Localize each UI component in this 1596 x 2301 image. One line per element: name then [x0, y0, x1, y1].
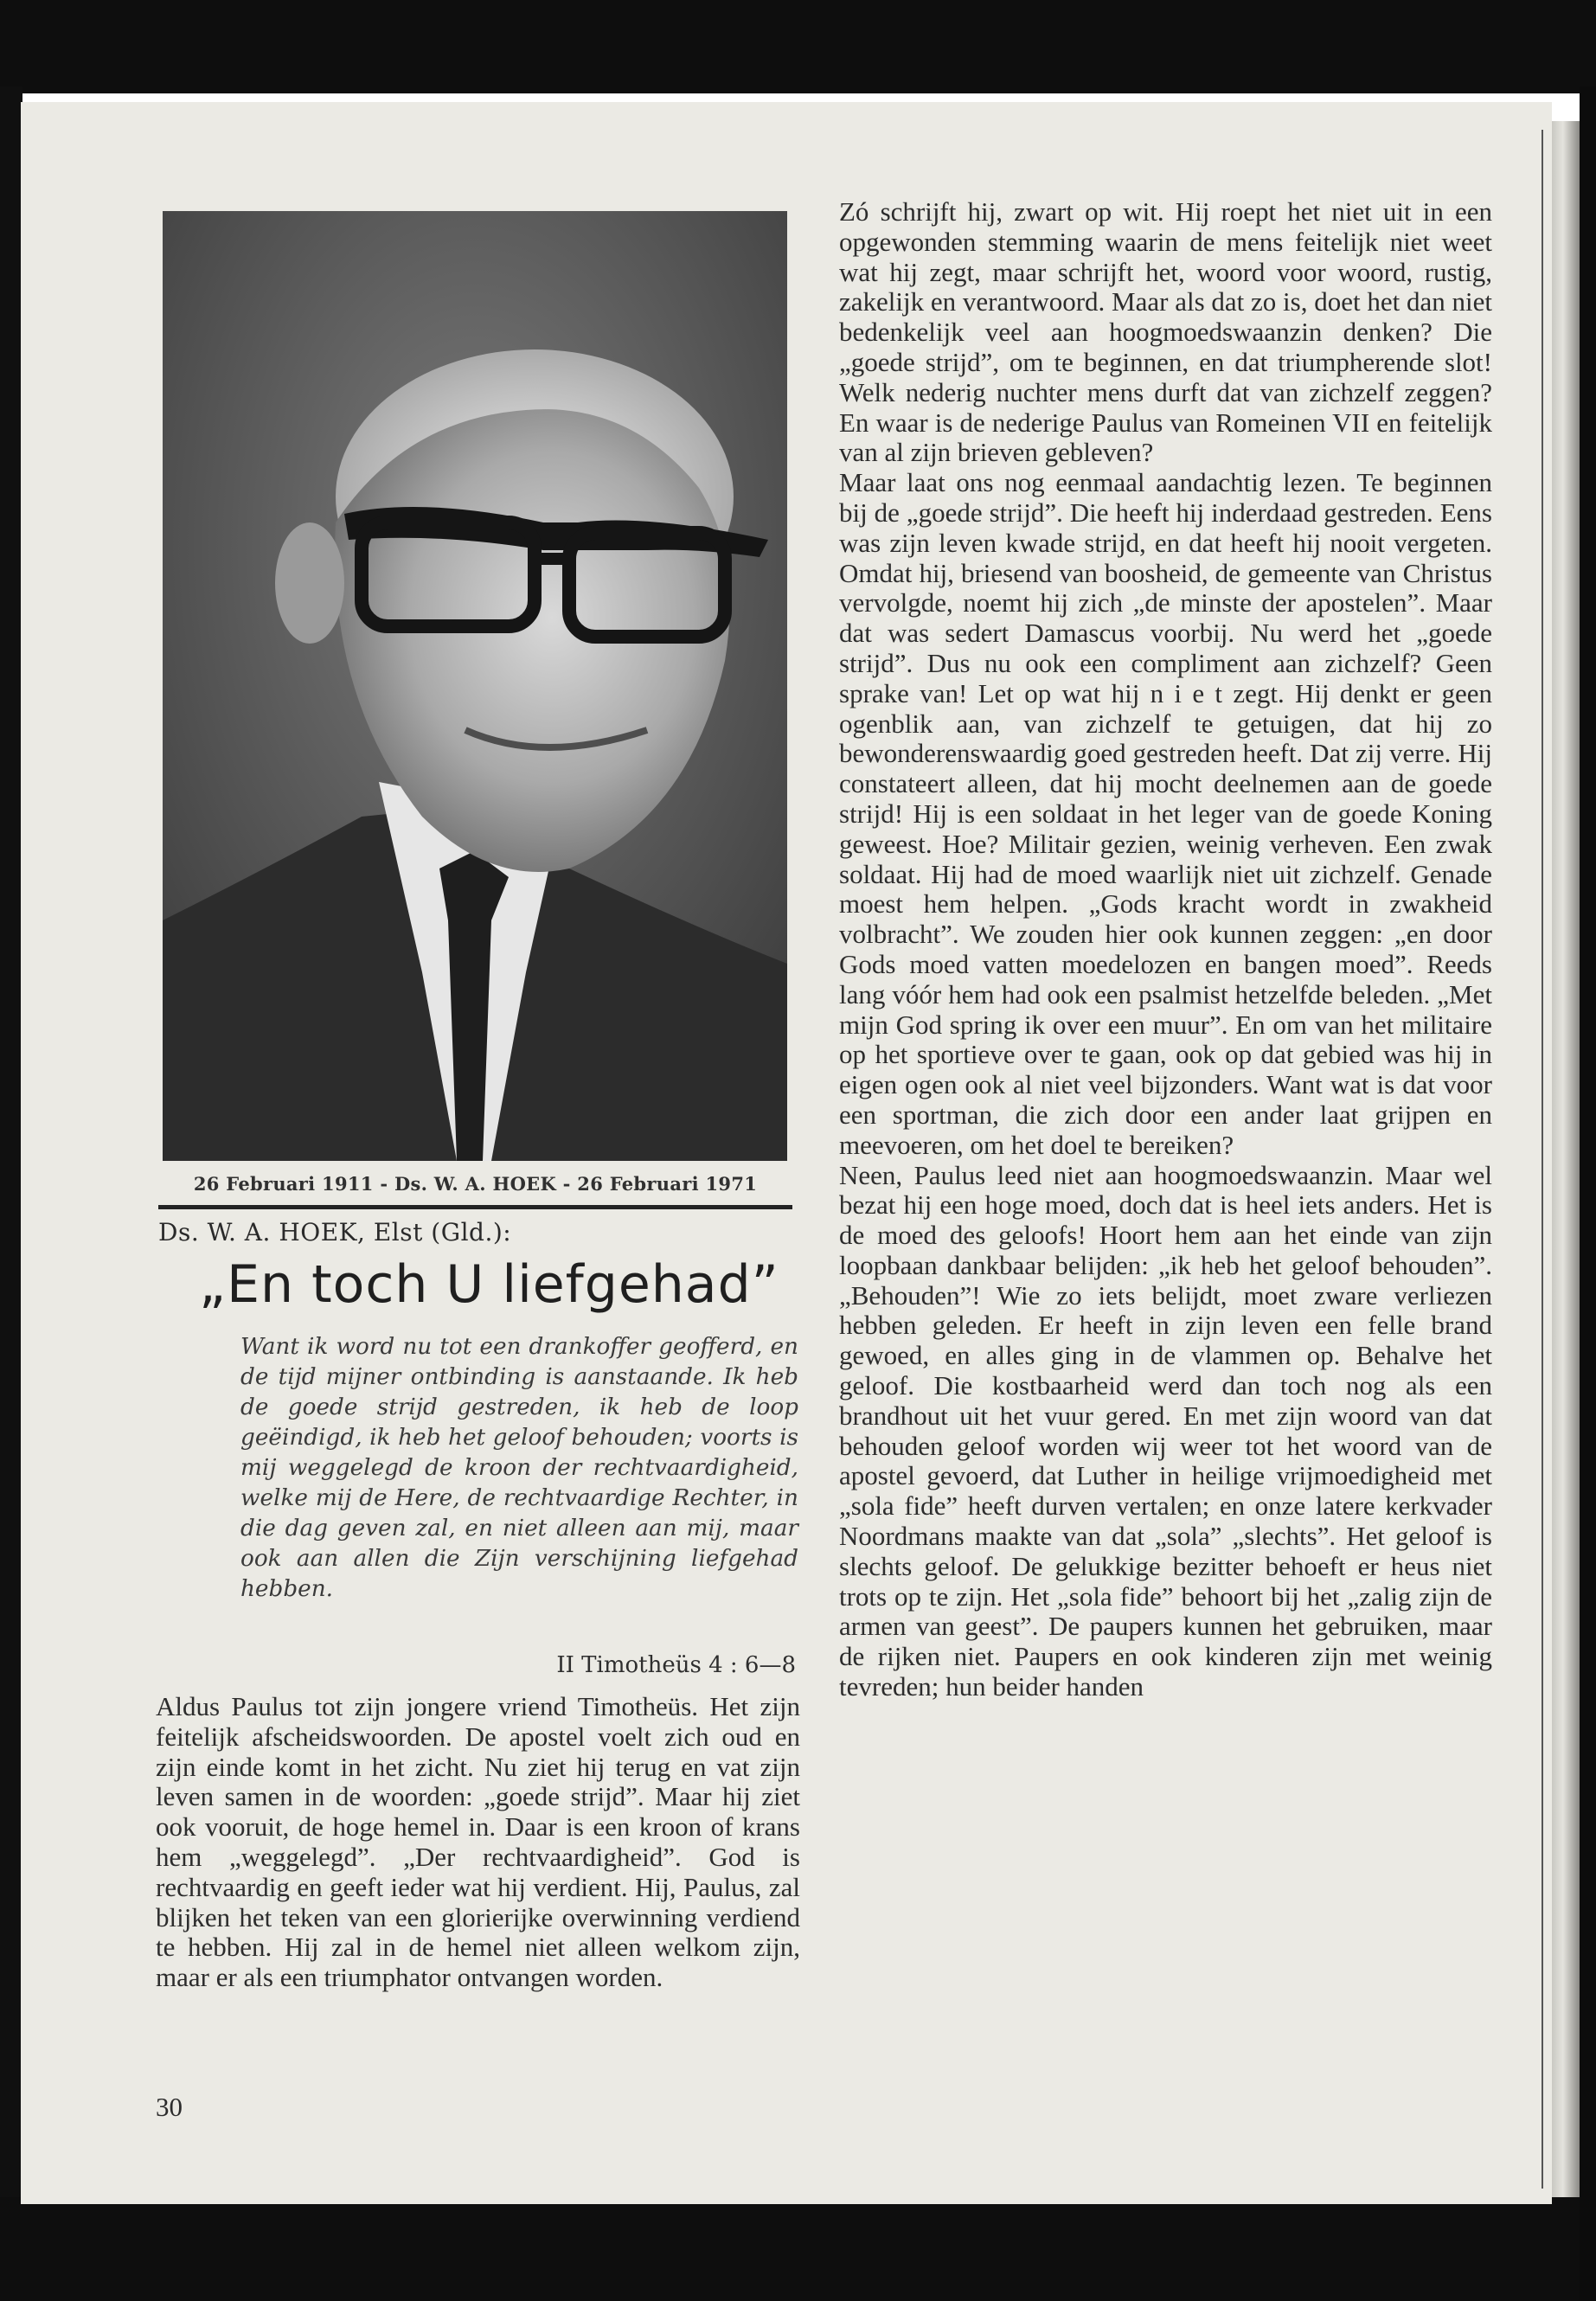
scan-border-top — [0, 0, 1596, 93]
bible-quote: Want ik word nu tot een drankoffer geofferd, en de tijd mijner ontbinding is aanstaande. Ik heb de goede strijd gestreden, ik heb de loop geëindigd, ik heb het geloof behouden; voorts is mij weggelegd de kroon der rechtvaardigheid, welke mij de Here, de rechtvaardige Rechter, in die dag geven zal, en niet alleen aan mij, maar ook aan allen die Zijn verschijning liefgehad hebben. — [240, 1334, 798, 1602]
paragraph: Aldus Paulus tot zijn jongere vriend Timotheüs. Het zijn feitelijk afscheidswoorden. De apostel voelt zich oud en zijn einde komt in het zicht. Nu ziet hij terug en vat zijn leven samen in de woorden: „goede strijd”. Maar hij ziet ook vooruit, de hoge hemel in. Daar is een kroon of krans hem „weggelegd”. „Der rechtvaardigheid”. God is rechtvaardig en geeft ieder wat hij verdient. Hij, Paulus, zal blijken het teken van een glorierijke overwinning verdiend te hebben. Hij zal in de hemel niet alleen welkom zijn, maar er als een triumphator ontvangen worden. — [156, 1691, 800, 1993]
left-column-text — [156, 1692, 800, 1993]
author-byline: Ds. W. A. HOEK, Elst (Gld.): — [158, 1218, 512, 1247]
paragraph: Maar laat ons nog eenmaal aandachtig lezen. Te beginnen bij de „goede strijd”. Die heeft hij inderdaad gestreden. Eens was zijn leven kwade strijd, en dat heeft hij nooit vergeten. Omdat hij, briesend van boosheid, de gemeente van Christus vervolgde, noemt hij zich „de minste der apostelen”. Maar dat was sedert Damascus voorbij. Nu werd het „goede strijd”. Dus nu ook een compliment aan zichzelf? Geen sprake van! Let op wat hij n i e t zegt. Hij denkt er geen ogenblik aan, van zichzelf te getuigen, dat hij zo bewonderenswaardig goed gestreden heeft. Dat zij verre. Hij constateert alleen, dat hij mocht deelnemen aan de goede strijd! Hij is een soldaat in het leger van de goede Koning geweest. Hoe? Militair gezien, weinig verheven. Een zwak soldaat. Hij had de moed waarlijk niet uit zichzelf. Genade moest hem helpen. „Gods kracht wordt in zwakheid volbracht”. We zouden hier ook kunnen zeggen: „en door Gods moed vatten moedelozen en bangen moed”. Reeds lang vóór hem had ook een psalmist hetzelfde beleden. „Met mijn God spring ik over een muur”. En om van het militaire op het sportieve over te gaan, ook op dat gebied was hij in eigen ogen ook al niet veel bijzonders. Want wat is dat voor een sportman, die zich door een ander laat grijpen en meevoeren, om het doel te bereiken? — [839, 467, 1492, 1160]
page-edge — [1552, 121, 1580, 2197]
portrait-photo — [163, 211, 787, 1161]
page-number: 30 — [156, 2092, 183, 2122]
scan-border-left — [0, 87, 22, 2197]
photo-caption: 26 Februari 1911 - Ds. W. A. HOEK - 26 Februari 1971 — [193, 1173, 758, 1195]
caption-rule — [158, 1205, 792, 1209]
right-column-text — [839, 197, 1492, 1702]
page-fold-line — [1542, 130, 1543, 2189]
bible-reference: II Timotheüs 4 : 6—8 — [556, 1652, 796, 1678]
scan-border-bottom — [0, 2197, 1596, 2301]
paragraph: Zó schrijft hij, zwart op wit. Hij roept het niet uit in een opgewonden stemming waarin de mens feitelijk niet weet wat hij zegt, maar schrijft het, woord voor woord, rustig, zakelijk en verantwoord. Maar als dat zo is, doet het dan niet bedenkelijk veel aan hoogmoedswaanzin denken? Die „goede strijd”, om te beginnen, en dat triumpherende slot! Welk nederig nuchter mens durft dat van zichzelf zeggen? En waar is de nederige Paulus van Romeinen VII en feitelijk van al zijn brieven gebleven? — [839, 196, 1492, 468]
scan-border-right — [1580, 87, 1596, 2301]
paragraph: Neen, Paulus leed niet aan hoogmoedswaanzin. Maar wel bezat hij een hoge moed, doch dat is heel iets anders. Het is de moed des geloofs! Hoort hem aan het einde van zijn loopbaan dankbaar belijden: „ik heb het geloof behouden”. „Behouden”! Wie zo iets belijdt, moet zware verliezen hebben geleden. Er heeft in zijn leven een felle brand gewoed, en alles ging in de vlammen op. Behalve het geloof. Die kostbaarheid werd dan toch nog als een brandhout uit het vuur gered. En met zijn woord van dat behouden geloof worden wij weer tot het woord van de apostel gevoerd, dat Luther in heilige vrijmoedigheid met „sola fide” heeft durven vertalen; en onze latere kerkvader Noordmans maakte van dat „sola” „slechts”. Het geloof is slechts geloof. De gelukkige bezitter behoeft er heus niet trots op te zijn. Het „sola fide” behoort bij het „zalig zijn de armen van geest”. De paupers kunnen het gebruiken, maar de rijken niet. Paupers en ook kinderen zijn met weinig tevreden; hun beider handen — [839, 1159, 1492, 1702]
article-headline: „En toch U liefgehad” — [199, 1254, 779, 1315]
